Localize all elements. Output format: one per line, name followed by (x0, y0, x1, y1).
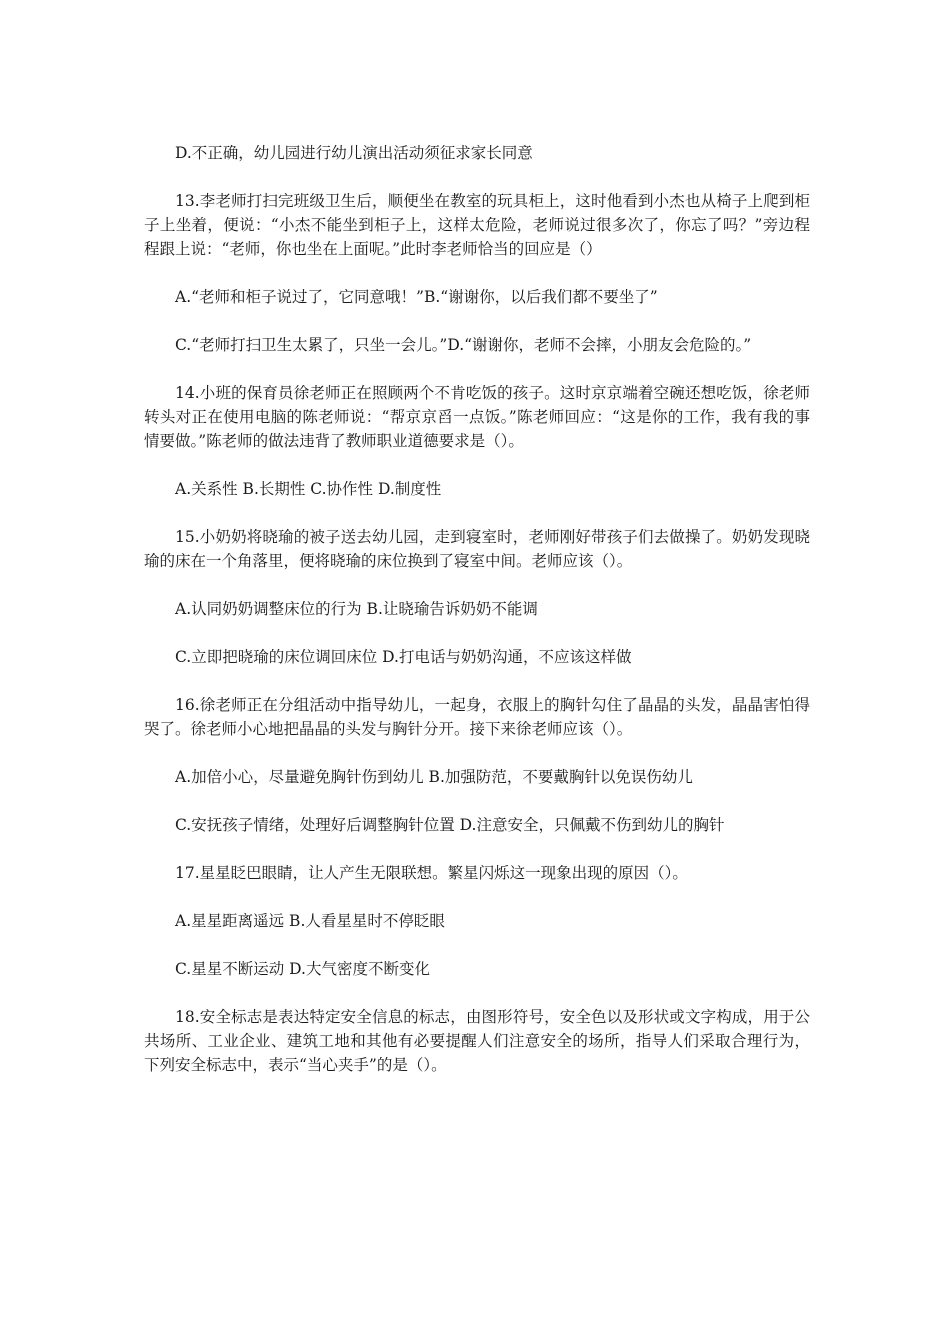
question-14: 14.小班的保育员徐老师正在照顾两个不肯吃饭的孩子。这时京京端着空碗还想吃饭，徐老师转头对正在使用电脑的陈老师说：“帮京京舀一点饭。”陈老师回应：“这是你的工作，我有我的事情要做。”陈老师的做法违背了教师职业道德要求是（）。 (144, 384, 810, 450)
options-17-cd: C.星星不断运动 D.大气密度不断变化 (175, 960, 430, 978)
options-16-ab: A.加倍小心，尽量避免胸针伤到幼儿 B.加强防范，不要戴胸针以免误伤幼儿 (175, 768, 693, 786)
options-15-ab: A.认同奶奶调整床位的行为 B.让晓瑜告诉奶奶不能调 (175, 600, 538, 618)
options-15-cd: C.立即把晓瑜的床位调回床位 D.打电话与奶奶沟通，不应该这样做 (175, 648, 632, 666)
options-13-cd: C.“老师打扫卫生太累了，只坐一会儿。”D.“谢谢你，老师不会摔，小朋友会危险的。” (175, 336, 752, 354)
question-17: 17.星星眨巴眼睛，让人产生无限联想。繁星闪烁这一现象出现的原因（）。 (175, 864, 688, 882)
options-13-ab: A.“老师和柜子说过了，它同意哦！”B.“谢谢你，以后我们都不要坐了” (175, 288, 658, 306)
question-18: 18.安全标志是表达特定安全信息的标志，由图形符号，安全色以及形状或文字构成，用于公共场所、工业企业、建筑工地和其他有必要提醒人们注意安全的场所，指导人们采取合理行为，下列安全标志中，表示“当心夹手”的是（）。 (144, 1008, 810, 1074)
question-13: 13.李老师打扫完班级卫生后，顺便坐在教室的玩具柜上，这时他看到小杰也从椅子上爬到柜子上坐着，便说：“小杰不能坐到柜子上，这样太危险，老师说过很多次了，你忘了吗？”旁边程程跟上说：“老师，你也坐在上面呢。”此时李老师恰当的回应是（） (144, 192, 810, 258)
question-15: 15.小奶奶将晓瑜的被子送去幼儿园，走到寝室时，老师刚好带孩子们去做操了。奶奶发现晓瑜的床在一个角落里，便将晓瑜的床位换到了寝室中间。老师应该（）。 (144, 528, 810, 570)
options-17-ab: A.星星距离遥远 B.人看星星时不停眨眼 (175, 912, 445, 930)
document-body (144, 141, 810, 1101)
question-16: 16.徐老师正在分组活动中指导幼儿，一起身，衣服上的胸针勾住了晶晶的头发，晶晶害怕得哭了。徐老师小心地把晶晶的头发与胸针分开。接下来徐老师应该（）。 (144, 696, 810, 738)
options-14: A.关系性 B.长期性 C.协作性 D.制度性 (175, 480, 442, 498)
option-line-d-12: D.不正确，幼儿园进行幼儿演出活动须征求家长同意 (175, 144, 533, 162)
options-16-cd: C.安抚孩子情绪，处理好后调整胸针位置 D.注意安全，只佩戴不伤到幼儿的胸针 (175, 816, 725, 834)
